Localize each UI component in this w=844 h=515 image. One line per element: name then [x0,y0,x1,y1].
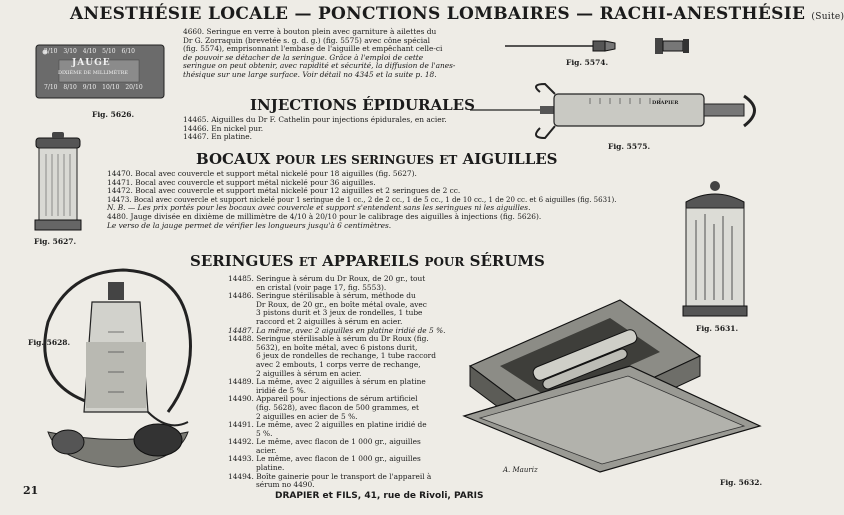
list-item: 14486. Seringue stérilisable à sérum, méthode du [228,291,416,301]
list-item: 14488. Seringue stérilisable à sérum du Dr Roux (fig. [228,334,429,344]
serums-heading: SERINGUES ET APPAREILS POUR SÉRUMS [190,252,545,270]
fig-5628-caption: Fig. 5628. [28,338,71,347]
list-item: 2 aiguilles en acier de 5 %. [256,411,358,421]
fig-5632-caption: Fig. 5632. [720,478,763,487]
gauge-sub: DIXIÈME DE MILLIMÈTRE [58,70,129,76]
list-item: 14492. Le même, avec flacon de 1 000 gr., aiguilles [228,437,421,447]
list-item: N. B. — Les prix portés pour les bocaux avec couvercle et support s'entendent sans les seringues ni les aiguilles. [107,203,531,213]
list-item: (fig. 5628), avec flacon de 500 grammes, et [256,402,419,412]
publisher-footer: DRAPIER et FILS, 41, rue de Rivoli, PARIS [275,491,484,501]
list-item: 14470. Bocal avec couvercle et support métal nickelé pour 18 aiguilles (fig. 5627). [107,169,417,178]
fig-5627-caption: Fig. 5627. [34,237,77,246]
item-4660-line: Dr G. Zorraquin (brevetée s. g. d. g.) (fig. 5575) avec cône spécial [183,35,430,45]
item-4660-line: 4660. Seringue en verre à bouton plein avec garniture à ailettes du [183,27,437,36]
serums-list [228,275,458,490]
gauge-label: JAUGE [72,58,111,68]
list-item: 14487. La même, avec 2 aiguilles en platine iridié de 5 %. [228,325,446,335]
list-item: 14489. La même, avec 2 aiguilles à sérum en platine [228,377,426,387]
syringe-illustration [470,82,770,142]
list-item: 14466. En nickel pur. [183,123,264,133]
fig-5574-caption: Fig. 5574. [566,58,609,67]
list-item: 14471. Bocal avec couvercle et support métal nickelé pour 36 aiguilles. [107,177,376,187]
item-4660-line: de pouvoir se détacher de la seringue. Grâce à l'emploi de cette [183,52,424,62]
list-item: 14494. Boîte gainerie pour le transport de l'appareil à [228,471,432,481]
list-item: 2 aiguilles à sérum en acier. [256,368,362,378]
fig-5631-caption: Fig. 5631. [696,324,739,333]
list-item: 14493. Le même, avec flacon de 1 000 gr., aiguilles [228,454,421,464]
list-item: 14467. En platine. [183,132,253,142]
epidurales-list [183,116,447,142]
gauge-top-marks: 2/10 3/10 4/10 5/10 6/10 [44,48,135,55]
bocaux-heading: BOCAUX POUR LES SERINGUES ET AIGUILLES [196,150,558,168]
engraver-signature: A. Mauriz [503,466,538,474]
list-item: 5 %. [256,428,273,438]
fig-5626-caption: Fig. 5626. [92,110,135,119]
list-item: 6 jeux de rondelles de rechange, 1 tube raccord [256,351,436,361]
list-item: 14473. Bocal avec couvercle et support nickelé pour 1 seringue de 1 cc., 2 de 2 cc., 1 de 5 cc., 1 de 10 cc., 1 de 20 cc. et 6 aiguilles (fig. 5631). [107,195,617,204]
list-item: avec 2 embouts, 1 corps verre de rechange, [256,359,421,369]
list-item: 14472. Bocal avec couvercle et support métal nickelé pour 12 aiguilles et 2 seringues de 2 cc. [107,186,461,196]
item-4660-line: seringue on peut obtenir, avec rapidité et sécurité, la diffusion de l'anes- [183,61,456,71]
list-item: Le verso de la jauge permet de vérifier les longueurs jusqu'à 6 centimètres. [107,220,392,230]
bocaux-list [107,170,667,230]
item-4660-line: (fig. 5574), emprisonnant l'embase de l'aiguille et empêchant celle-ci [183,44,443,54]
item-4660-text [183,28,503,80]
needle-illustration [505,32,695,60]
fig-5575-caption: Fig. 5575. [608,142,651,151]
list-item: iridié de 5 %. [256,385,306,395]
list-item: platine. [256,463,285,473]
list-item: en cristal (voir page 17, fig. 5553). [256,282,387,292]
gauge-bottom-marks: 7/10 8/10 9/10 10/10 20/10 [44,84,143,91]
page-title: ANESTHÉSIE LOCALE — PONCTIONS LOMBAIRES — RACHI-ANESTHÉSIE (Suite) [70,4,844,24]
list-item: 14465. Aiguilles du Dr F. Cathelin pour injections épidurales, en acier. [183,115,447,124]
list-item: 4480. Jauge divisée en dixième de millimètre de 4/10 à 20/10 pour le calibrage des aiguilles à injections (fig. 5626). [107,211,542,221]
syringe-brand: DRAPIER [652,100,679,106]
list-item: raccord et 2 aiguilles à sérum en acier. [256,316,403,326]
list-item: 3 pistons durit et 3 jeux de rondelles, 1 tube [256,308,423,318]
list-item: 14485. Seringue à sérum du Dr Roux, de 20 gr., tout [228,274,426,283]
list-item: acier. [256,445,277,455]
list-item: 14491. Le même, avec 2 aiguilles en platine iridié de [228,420,427,430]
page-number: 21 [23,484,39,497]
list-item: 5632), en boîte métal, avec 6 pistons durit, [256,342,418,352]
list-item: sérum no 4490. [256,480,315,490]
jar-illustration [32,132,84,234]
list-item: 14490. Appareil pour injections de sérum artificiel [228,394,418,404]
title-suite: (Suite) [811,12,844,22]
item-4660-line: thésique sur une large surface. Voir détail no 4345 et la suite p. 18. [183,69,437,79]
serum-apparatus-illustration [28,262,218,476]
syringe-box-illustration [460,296,770,478]
list-item: Dr Roux, de 20 gr., en boîte métal ovale, avec [256,299,427,309]
epidurales-heading: INJECTIONS ÉPIDURALES [250,96,475,114]
